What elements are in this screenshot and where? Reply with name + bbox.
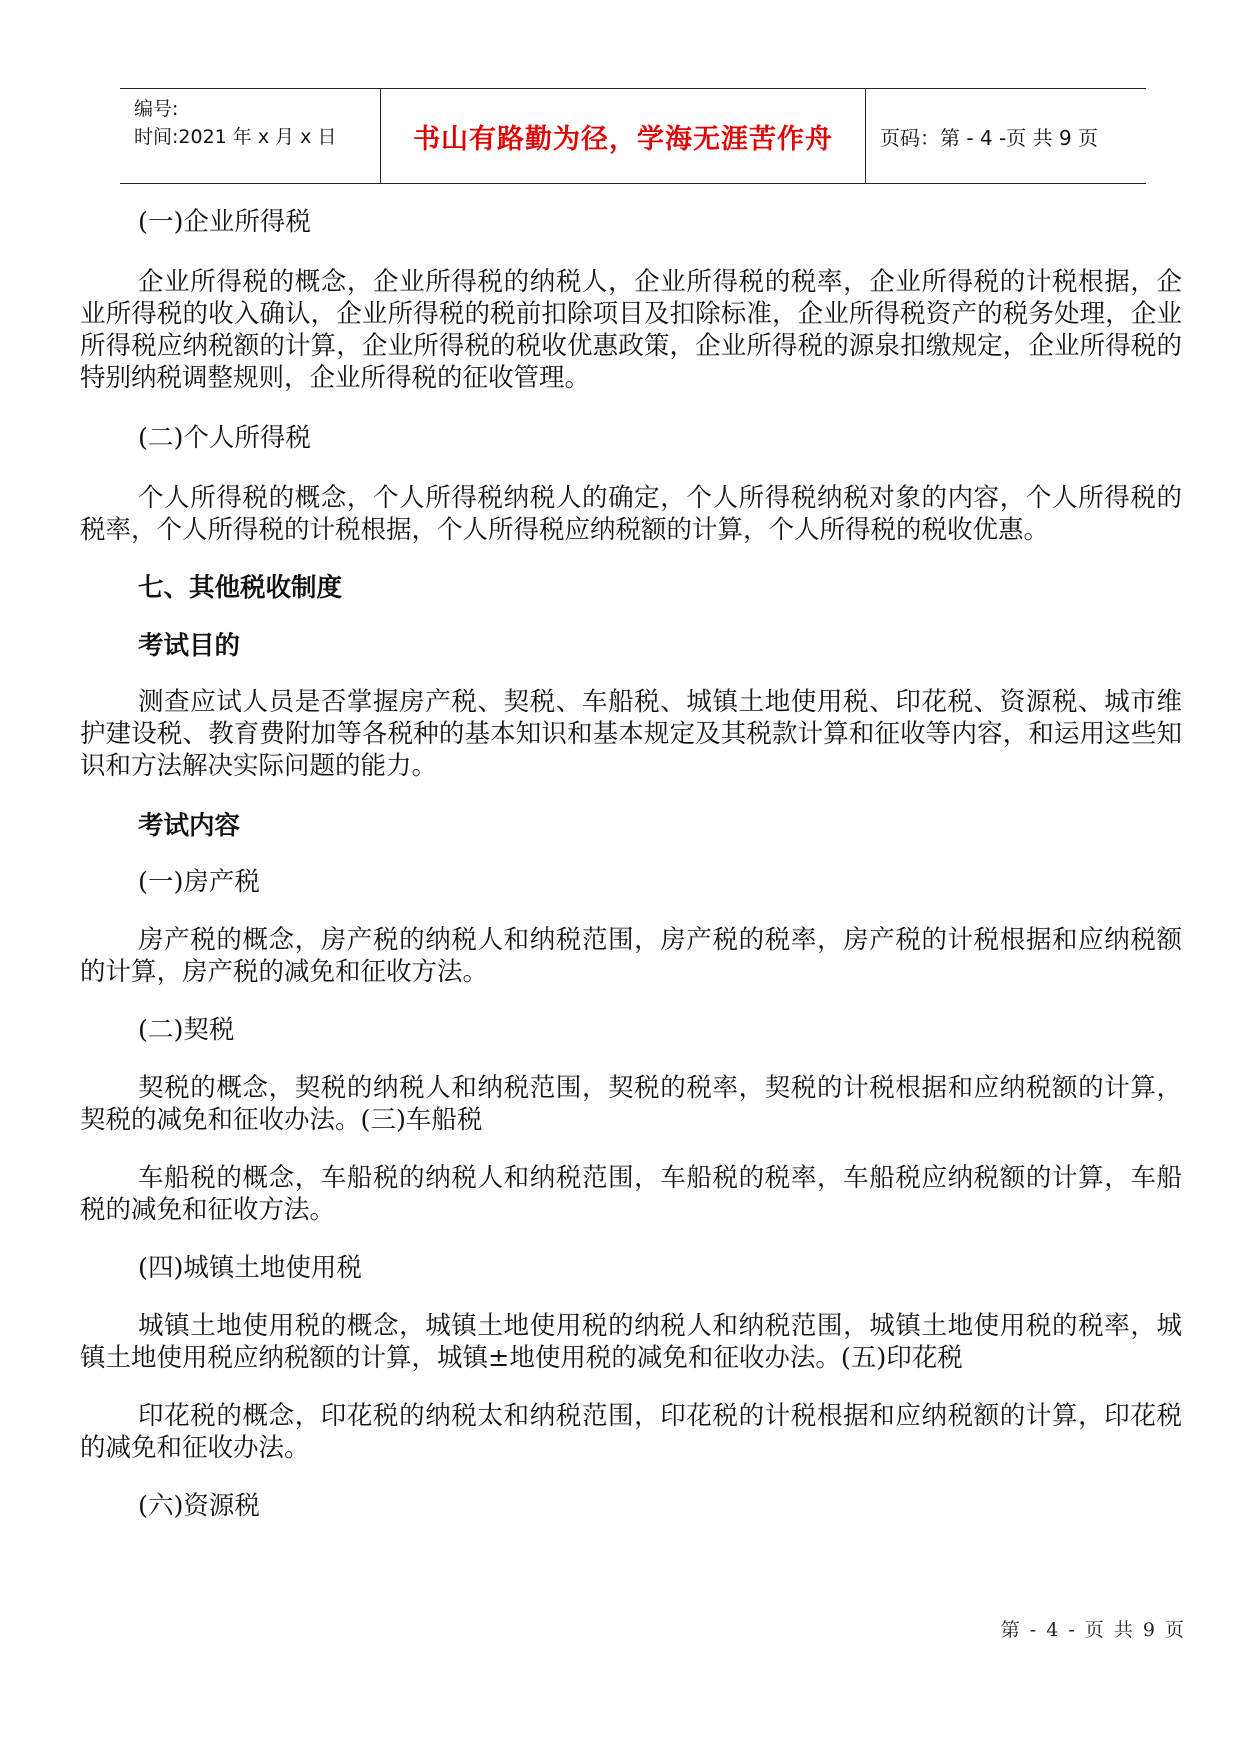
section-heading-deed-tax: (二)契税 [138,1015,235,1045]
paragraph-exam-purpose: 测查应试人员是否掌握房产税、契税、车船税、城镇土地使用税、印花税、资源税、城市维护建设税、教育费附加等各税种的基本知识和基本规定及其税款计算和征收等内容，和运用这些知识和方法解决实际问题的能力。 [80,687,1182,781]
section-heading-land-use-tax: (四)城镇土地使用税 [138,1253,362,1283]
header-motto: 书山有路勤为径，学海无涯苦作舟 [381,89,866,183]
page-footer: 第 - 4 - 页 共 9 页 [1000,1619,1186,1641]
document-header [120,88,1146,184]
header-page-label: 页码：第 - 4 -页 共 9 页 [880,125,1099,150]
paragraph-land-use-tax: 城镇土地使用税的概念，城镇土地使用税的纳税人和纳税范围，城镇土地使用税的税率，城镇土地使用税应纳税额的计算，城镇±地使用税的减免和征收办法。(五)印花税 [80,1311,1182,1373]
paragraph-personal-income-tax: 个人所得税的概念，个人所得税纳税人的确定，个人所得税纳税对象的内容，个人所得税的税率，个人所得税的计税根据，个人所得税应纳税额的计算，个人所得税的税收优惠。 [80,483,1182,545]
paragraph-vehicle-vessel-tax: 车船税的概念，车船税的纳税人和纳税范围，车船税的税率，车船税应纳税额的计算，车船税的减免和征收方法。 [80,1163,1182,1225]
paragraph-deed-tax: 契税的概念，契税的纳税人和纳税范围，契税的税率，契税的计税根据和应纳税额的计算，契税的减免和征收办法。(三)车船税 [80,1073,1182,1135]
code-label: 编号: [134,98,179,120]
section-heading-resource-tax: (六)资源税 [138,1491,260,1521]
section-heading-corporate-income-tax: (一)企业所得税 [138,207,311,237]
paragraph-corporate-income-tax: 企业所得税的概念，企业所得税的纳税人，企业所得税的税率，企业所得税的计税根据，企业所得税的收入确认，企业所得税的税前扣除项目及扣除标准，企业所得税资产的税务处理，企业所得税应纳税额的计算，企业所得税的税收优惠政策，企业所得税的源泉扣缴规定，企业所得税的特别纳税调整规则，企业所得税的征收管理。 [80,267,1182,393]
document-body [80,206,1182,1522]
section-heading-property-tax: (一)房产税 [138,867,260,897]
paragraph-stamp-tax: 印花税的概念，印花税的纳税太和纳税范围，印花税的计税根据和应纳税额的计算，印花税的减免和征收办法。 [80,1401,1182,1463]
chapter-heading-other-taxes: 七、其他税收制度 [138,573,343,603]
paragraph-property-tax: 房产税的概念，房产税的纳税人和纳税范围，房产税的税率，房产税的计税根据和应纳税额的计算，房产税的减免和征收方法。 [80,925,1182,987]
section-heading-personal-income-tax: (二)个人所得税 [138,423,311,453]
time-label: 时间:2021 年 x 月 x 日 [134,126,337,148]
heading-exam-content: 考试内容 [138,811,241,841]
header-meta [120,89,381,183]
heading-exam-purpose: 考试目的 [138,631,241,661]
